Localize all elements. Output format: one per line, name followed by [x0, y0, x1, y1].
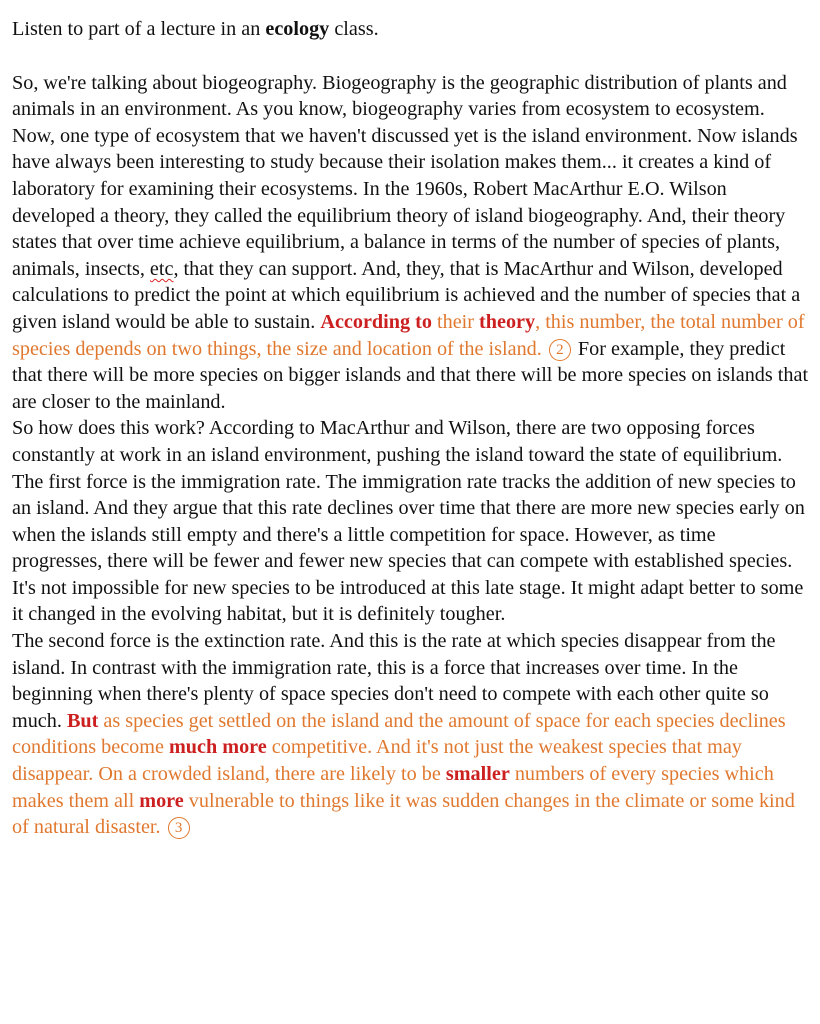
question-marker-3: 3: [168, 817, 190, 839]
intro-subject: ecology: [265, 18, 330, 40]
highlight-red: theory: [479, 310, 536, 333]
highlight-orange: numbers of every species which makes them all: [12, 763, 774, 812]
highlight-red: smaller: [445, 763, 510, 786]
highlight-red: more: [139, 789, 184, 812]
intro-text: Listen to part of a lecture in an: [12, 18, 266, 40]
p6-text: The second force is the extinction rate. And this is the rate at which species disappear from the island. In contrast with the immigration rate, this is a force that increases over time. In the beginning when there's plenty of space species don't need to compete with each other quite so much.: [12, 630, 776, 732]
intro-text-end: class.: [329, 18, 379, 40]
highlight-orange: , this number, the total number of species depends on two things, the size and location of the island.: [12, 310, 805, 360]
paragraph-6: [12, 628, 810, 841]
highlight-red: According to: [320, 310, 432, 333]
highlight-orange: their: [431, 310, 480, 333]
p2-text-3: For example, they predict that there will be more species on bigger islands and that there will be more species on islands that are closer to the mainland.: [12, 337, 809, 413]
paragraph-4: The first force is the immigration rate. The immigration rate tracks the addition of new species to an island. And they argue that this rate declines over time that there are more new species early on when the islands still empty and there's a little competition for space. However, as time progresses, there will be fewer and fewer new species that can compete with established species.: [12, 470, 805, 573]
paragraph-3: So how does this work? According to MacArthur and Wilson, there are two opposing forces constantly at work in an island environment, pushing the island toward the state of equilibrium.: [12, 417, 783, 466]
paragraph-1: So, we're talking about biogeography. Biogeography is the geographic distribution of plants and animals in an environment. As you know, biogeography varies from ecosystem to ecosystem.: [12, 71, 787, 121]
p2-text: Now, one type of ecosystem that we haven't discussed yet is the island environment. Now islands have always been interesting to study because their isolation makes them... it creates a kind of laboratory for examining their ecosystems. In the 1960s, Robert MacArthur E.O. Wilson developed a theory, they called the equilibrium theory of island biogeography. And, their theory states that over time achieve equilibrium, a balance in terms of the number of species of plants, animals, insects,: [12, 124, 798, 280]
highlight-orange: competitive. And it's not just the weakest species that may disappear. On a crowded island, there are likely to be: [12, 736, 742, 786]
highlight-red: much more: [168, 736, 267, 759]
highlight-orange: as species get settled on the island and the amount of space for each species declines conditions become: [12, 709, 786, 759]
paragraph-2: [12, 123, 810, 416]
paragraph-5: It's not impossible for new species to be introduced at this late stage. It might adapt better to some it changed in the evolving habitat, but it is definitely tougher.: [12, 576, 804, 626]
spellcheck-word: etc: [149, 257, 174, 280]
highlight-orange: vulnerable to things like it was sudden changes in the climate or some kind of natural disaster.: [12, 789, 795, 839]
highlight-red: But: [66, 709, 99, 732]
intro-line: [12, 16, 810, 43]
question-marker-2: 2: [549, 339, 571, 361]
p2-text-2: , that they can support. And, they, that is MacArthur and Wilson, developed calculations to predict the point at which equilibrium is achieved and the number of species that a given island would be able to sustain.: [12, 257, 801, 333]
